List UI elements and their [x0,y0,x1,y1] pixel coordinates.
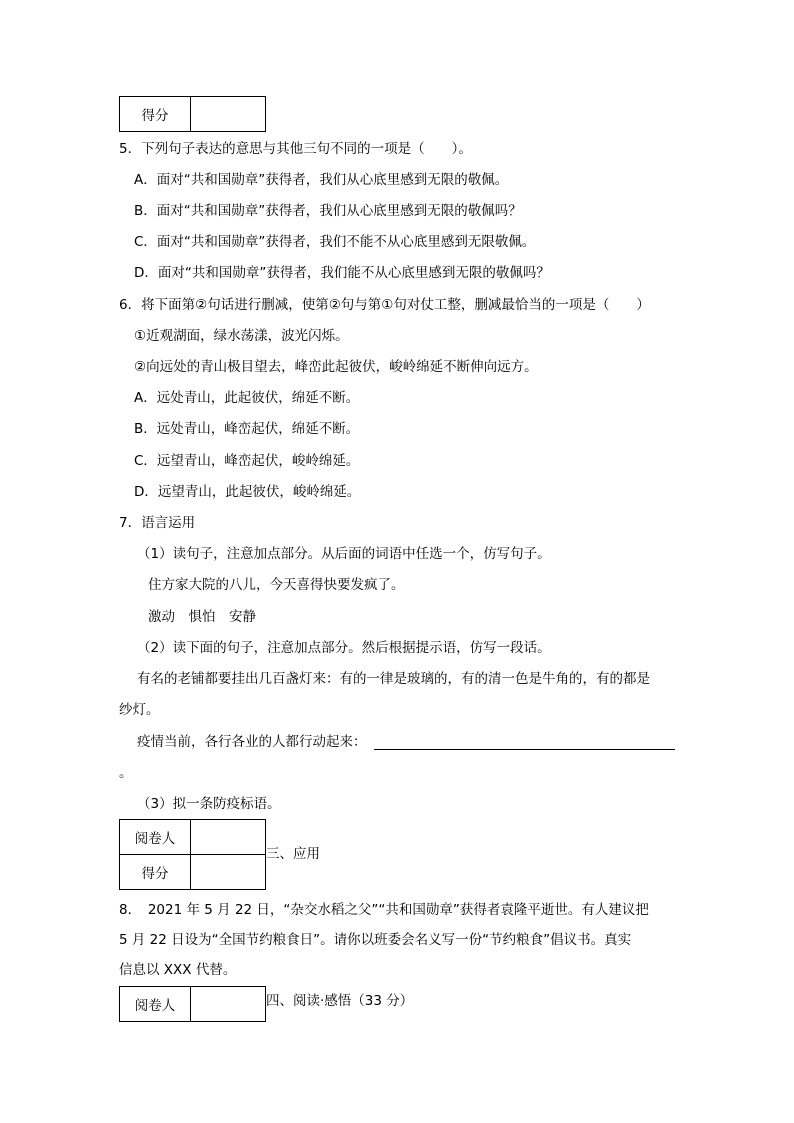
q5-option-b: B．面对“共和国勋章”获得者，我们从心底里感到无限的敬佩吗？ [134,203,522,219]
reviewer-cell[interactable] [191,987,266,1022]
q7-part2-line1: 有名的老铺都要挂出几百盏灯来：有的一律是玻璃的，有的清一色是牛角的，有的都是 [137,671,650,687]
q6-stem: 6．将下面第②句话进行删减，使第②句与第①句对仗工整，删减最恰当的一项是（ ） [119,297,650,313]
q5-option-c: C．面对“共和国勋章”获得者，我们不能不从心底里感到无限敬佩。 [134,234,536,250]
q6-option-b: B．远处青山，峰峦起伏，绵延不断。 [134,421,360,437]
score-box-1 [119,96,266,132]
q7-part2: （2）读下面的句子，注意加点部分。然后根据提示语，仿写一段话。 [137,640,551,656]
q7-part1-sentence: 住方家大院的八儿，今天喜得快要发疯了。 [148,577,405,593]
q5-option-a: A．面对“共和国勋章”获得者，我们从心底里感到无限的敬佩。 [134,172,509,188]
q6-option-d: D．远望青山，此起彼伏，峻岭绵延。 [134,484,361,500]
score-label: 得分 [120,97,191,132]
q6-option-c: C．远望青山，峰峦起伏，峻岭绵延。 [134,453,360,469]
reviewer-box-2 [119,819,266,890]
section-heading-4: 四、阅读·感悟（33 分） [266,993,414,1009]
score-label: 得分 [120,855,191,890]
reviewer-label: 阅卷人 [120,987,191,1022]
q7-title: 7．语言运用 [119,515,196,531]
reviewer-box-3 [119,986,266,1022]
q6-sentence-2: ②向远处的青山极目望去，峰峦此起彼伏，峻岭绵延不断伸向远方。 [134,359,538,375]
q8-line3: 信息以 XXX 代替。 [119,962,237,978]
q8-line2: 5 月 22 日设为“全国节约粮食日”。请你以班委会名义写一份“节约粮食”倡议书。真实 [119,932,632,948]
q6-sentence-1: ①近观湖面，绿水荡漾，波光闪烁。 [134,328,349,344]
section-heading-3: 三、应用 [266,846,320,862]
q7-part2-line2: 纱灯。 [119,702,160,718]
reviewer-cell[interactable] [191,820,266,855]
reviewer-label: 阅卷人 [120,820,191,855]
q7-part1: （1）读句子，注意加点部分。从后面的词语中任选一个，仿写句子。 [137,546,551,562]
q7-answer-line[interactable] [374,749,675,750]
score-cell[interactable] [191,97,266,132]
q6-option-a: A．远处青山，此起彼伏，绵延不断。 [134,390,360,406]
q5-stem: 5．下列句子表达的意思与其他三句不同的一项是（ ）。 [119,141,472,157]
q5-option-d: D．面对“共和国勋章”获得者，我们能不从心底里感到无限的敬佩吗？ [134,265,550,281]
q7-part1-words: 激动 惧怕 安静 [148,609,256,625]
q7-part2-end: 。 [119,765,133,781]
q7-part2-prompt: 疫情当前，各行各业的人都行动起来： [137,734,367,750]
q7-part3: （3）拟一条防疫标语。 [137,796,281,812]
score-cell[interactable] [191,855,266,890]
q8-line1: 8． 2021 年 5 月 22 日，“杂交水稻之父”“共和国勋章”获得者袁隆平逝世。有人建议把 [119,902,649,918]
